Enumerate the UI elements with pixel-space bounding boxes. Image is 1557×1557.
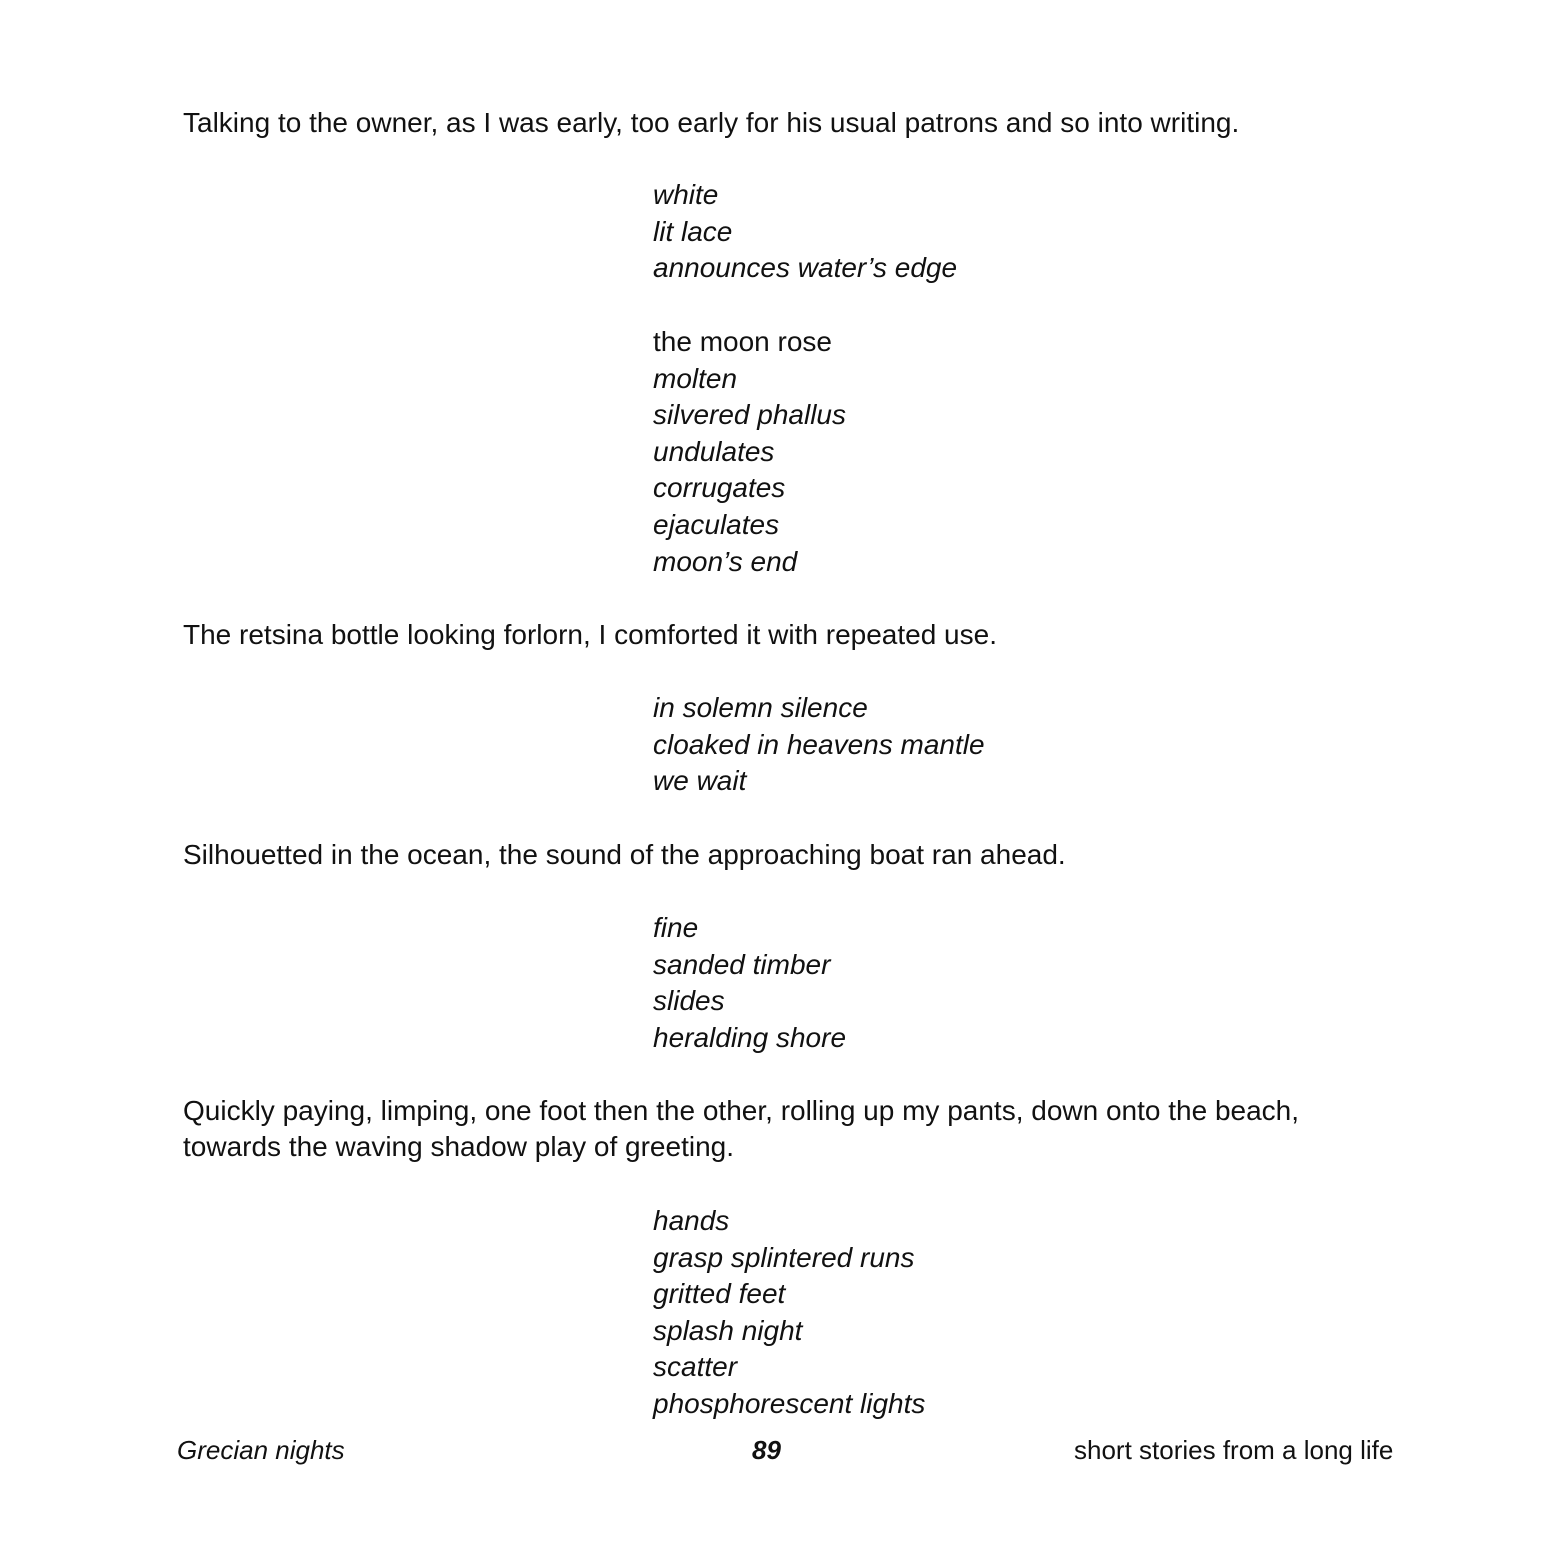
verse-line: phosphorescent lights: [653, 1387, 926, 1419]
verse-line: we wait: [653, 765, 747, 797]
verse-line: ejaculates: [653, 508, 780, 540]
verse-4: [653, 910, 846, 1056]
verse-line: molten: [653, 362, 738, 394]
footer-chapter-title: Grecian nights: [177, 1435, 345, 1465]
verse-line: sanded timber: [653, 948, 831, 980]
verse-line: the moon rose: [653, 326, 832, 357]
paragraph-2: The retsina bottle looking forlorn, I comforted it with repeated use.: [183, 619, 997, 650]
paragraph-3: Silhouetted in the ocean, the sound of the approaching boat ran ahead.: [183, 839, 1066, 870]
verse-line: corrugates: [653, 472, 786, 504]
verse-line: lit lace: [653, 215, 733, 247]
verse-1: [653, 177, 957, 287]
verse-line: cloaked in heavens mantle: [653, 728, 985, 760]
verse-line: announces water’s edge: [653, 252, 958, 284]
paragraph-1: Talking to the owner, as I was early, too early for his usual patrons and so into writing.: [183, 107, 1240, 138]
verse-line: in solemn silence: [653, 692, 868, 723]
verse-line: white: [653, 179, 719, 210]
verse-line: undulates: [653, 435, 775, 467]
paragraph-4: Quickly paying, limping, one foot then the other, rolling up my pants, down onto the beach, towards the waving shadow play of greeting.: [183, 1095, 1300, 1162]
verse-line: splash night: [653, 1314, 803, 1346]
verse-line: hands: [653, 1205, 730, 1236]
verse-2: [653, 324, 846, 580]
verse-line: gritted feet: [653, 1278, 786, 1310]
verse-5: [653, 1203, 925, 1423]
footer-book-title: short stories from a long life: [1074, 1435, 1394, 1465]
verse-line: slides: [653, 985, 725, 1017]
verse-line: moon’s end: [653, 545, 798, 577]
footer-page-number: 89: [752, 1435, 781, 1465]
verse-line: scatter: [653, 1351, 738, 1383]
verse-line: silvered phallus: [653, 399, 846, 431]
verse-line: heralding shore: [653, 1021, 847, 1053]
verse-3: [653, 690, 985, 800]
verse-line: fine: [653, 912, 699, 943]
verse-line: grasp splintered runs: [653, 1241, 915, 1273]
